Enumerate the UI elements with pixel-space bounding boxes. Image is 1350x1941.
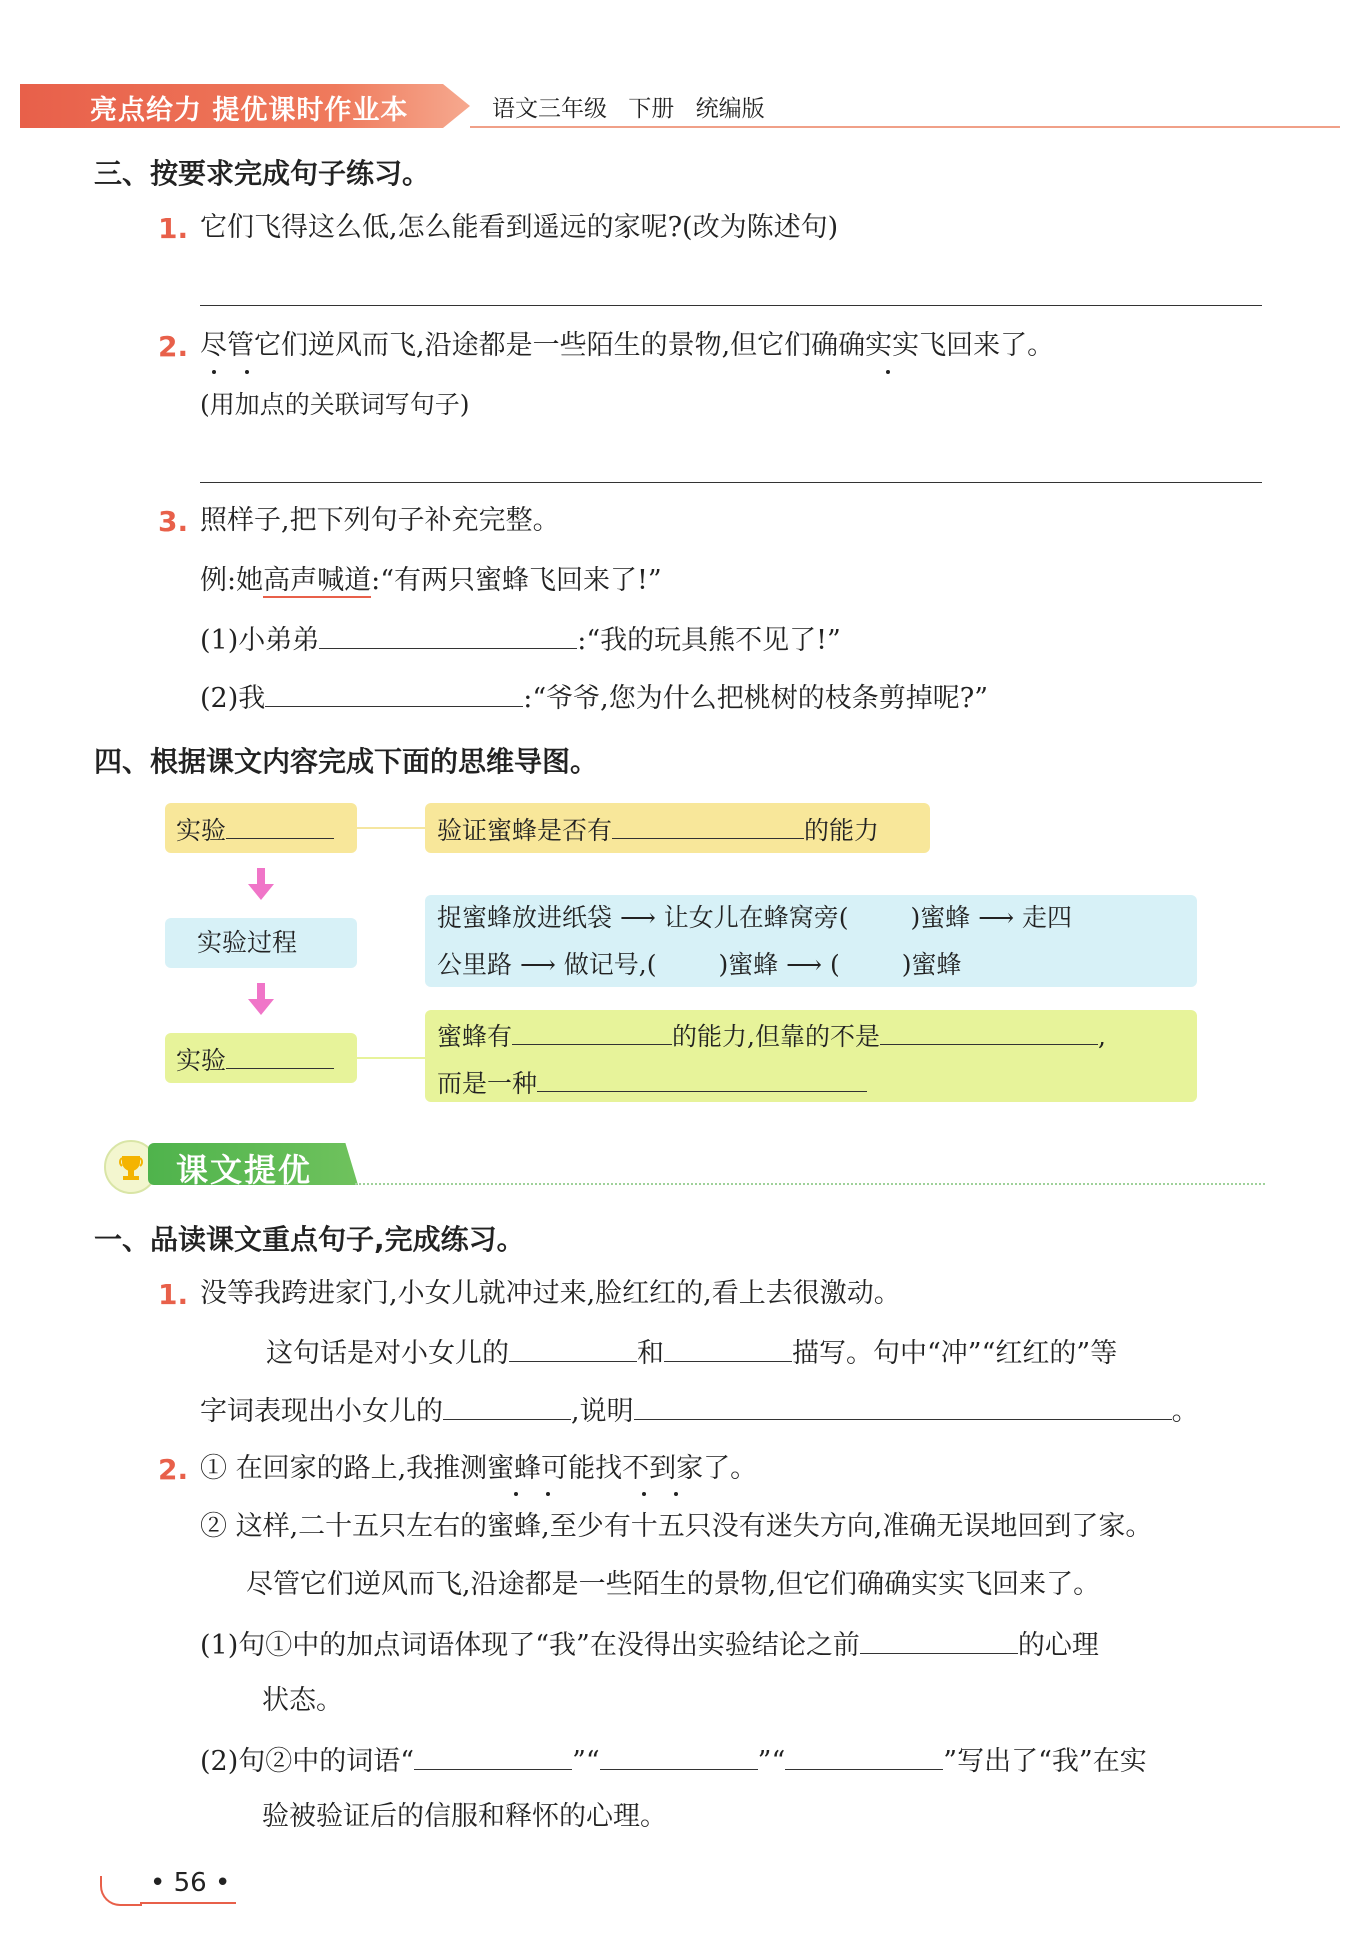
- example-underlined: 高声喊道: [263, 565, 372, 596]
- step-road: 公里路: [437, 950, 513, 979]
- emphasis-dot: [642, 1492, 646, 1496]
- q3-example: [200, 565, 662, 597]
- connector-line: [357, 1057, 425, 1059]
- result-blank-1[interactable]: [512, 1018, 672, 1045]
- kw-q1-l3a: 字词表现出小女儿的: [200, 1396, 443, 1427]
- kw-q2-s3: 尽管它们逆风而飞,沿途都是一些陌生的景物,但它们确确实实飞回来了。: [246, 1569, 1101, 1600]
- arrow-stem: [257, 983, 265, 999]
- emphasis-dot: [514, 1492, 518, 1496]
- q2-text: 尽管它们逆风而飞,沿途都是一些陌生的景物,但它们确确实实飞回来了。: [200, 330, 1055, 361]
- emphasis-dot: [212, 370, 216, 374]
- kw-q1-blank-3[interactable]: [443, 1393, 571, 1420]
- kw-q1-l2b: 和: [637, 1338, 664, 1369]
- arrow-right-icon: ⟶: [512, 950, 564, 979]
- q3-item1: [200, 622, 841, 657]
- purpose-suffix: 的能力: [804, 816, 880, 845]
- header-divider: [470, 126, 1340, 128]
- result-line-1: [437, 1018, 1106, 1052]
- kw-q2-sub1a: (1)句①中的加点词语体现了“我”在没得出实验结论之前: [200, 1630, 860, 1661]
- result-blank-2[interactable]: [880, 1018, 1098, 1045]
- step-daughter: 让女儿在蜂窝旁(: [663, 903, 849, 932]
- q1-answer-line[interactable]: [200, 305, 1262, 306]
- connector-line: [357, 827, 425, 829]
- page-number: • 56 •: [150, 1868, 231, 1898]
- banner-dotted-line: [355, 1183, 1265, 1185]
- purpose-prefix: 验证蜜蜂是否有: [437, 816, 613, 845]
- arrow-stem: [257, 868, 265, 884]
- kw-q1-line2: [266, 1335, 1117, 1370]
- q3-item2: [200, 680, 988, 715]
- step-bee: )蜜蜂: [901, 950, 962, 979]
- emphasis-dot: [674, 1492, 678, 1496]
- arrow-right-icon: ⟶: [612, 903, 664, 932]
- box3-blank[interactable]: [226, 1042, 334, 1069]
- q1-text: 它们飞得这么低,怎么能看到遥远的家呢?(改为陈述句): [200, 212, 839, 243]
- kw-q2-sub2-blank-3[interactable]: [785, 1743, 943, 1770]
- kw-q1-l3b: ,说明: [571, 1396, 634, 1427]
- kw-q1-blank-1[interactable]: [509, 1335, 637, 1362]
- item2-blank[interactable]: [265, 680, 523, 707]
- item1-suffix: :“我的玩具熊不见了!”: [577, 625, 841, 656]
- kw-q2-sub2: [200, 1743, 1147, 1778]
- kw-q1-line3: [200, 1393, 1199, 1428]
- book-subtitle: 语文三年级 下册 统编版: [492, 96, 765, 122]
- kw-q1-l2a: 这句话是对小女儿的: [266, 1338, 509, 1369]
- emphasis-dot: [886, 370, 890, 374]
- q3-text: 照样子,把下列句子补充完整。: [200, 505, 560, 536]
- process-line-1: [437, 903, 1072, 933]
- arrow-right-icon: ⟶: [970, 903, 1023, 932]
- box1-blank[interactable]: [226, 812, 334, 839]
- item2-prefix: (2)我: [200, 683, 266, 714]
- result-have: 蜜蜂有: [437, 1022, 513, 1051]
- purpose-text: [437, 812, 879, 846]
- item1-blank[interactable]: [319, 622, 577, 649]
- emphasis-dot: [245, 370, 249, 374]
- kw-q2-s1: ① 在回家的路上,我推测蜜蜂可能找不到家了。: [200, 1453, 758, 1484]
- example-prefix: 例:她: [200, 565, 264, 596]
- section-banner-title: 课文提优: [176, 1151, 313, 1189]
- q1-number: 1.: [158, 212, 189, 245]
- result-line-2: [437, 1065, 867, 1099]
- purpose-blank[interactable]: [612, 812, 804, 839]
- kw-q2-sub1b: 的心理: [1017, 1630, 1099, 1661]
- result-comma: ,: [1097, 1022, 1106, 1051]
- box3-text: 实验: [176, 1046, 227, 1075]
- kw-q2-sub1-blank[interactable]: [860, 1627, 1018, 1654]
- page-number-underline: [140, 1902, 236, 1904]
- box2-label: 实验过程: [197, 928, 298, 957]
- box1-text: 实验: [176, 816, 227, 845]
- kw-q1-text: 没等我跨进家门,小女儿就冲过来,脸红红的,看上去很激动。: [200, 1278, 901, 1309]
- kw-q2-sub2d: ”写出了“我”在实: [943, 1746, 1147, 1777]
- kw-q1-blank-2[interactable]: [664, 1335, 792, 1362]
- section-4-title: 四、根据课文内容完成下面的思维导图。: [94, 745, 599, 778]
- arrow-right-icon: ⟶: [778, 950, 830, 979]
- step-bee: )蜜蜂: [718, 950, 779, 979]
- kw-q2-sub2-blank-2[interactable]: [600, 1743, 758, 1770]
- step-walk: 走四: [1022, 903, 1073, 932]
- box1-label: [176, 812, 334, 846]
- kw-q2-sub1-cont: 状态。: [262, 1685, 343, 1716]
- book-title: 亮点给力 提优课时作业本: [90, 95, 409, 126]
- part-1-title: 一、品读课文重点句子,完成练习。: [94, 1223, 525, 1256]
- item2-suffix: :“爷爷,您为什么把桃树的枝条剪掉呢?”: [523, 683, 989, 714]
- kw-q1-blank-4[interactable]: [634, 1393, 1172, 1420]
- emphasis-dot: [546, 1492, 550, 1496]
- step-bee: )蜜蜂: [910, 903, 971, 932]
- kw-q1-number: 1.: [158, 1278, 189, 1311]
- kw-q2-sub2a: (2)句②中的词语“: [200, 1746, 415, 1777]
- step-mark: 做记号,(: [563, 950, 657, 979]
- kw-q2-sub2c: ”“: [757, 1746, 786, 1777]
- q2-note: (用加点的关联词写句子): [200, 390, 470, 419]
- arrow-down-icon: [248, 884, 274, 900]
- result-blank-3[interactable]: [537, 1065, 867, 1092]
- kw-q1-l3c: 。: [1171, 1396, 1199, 1427]
- item1-prefix: (1)小弟弟: [200, 625, 320, 656]
- arrow-down-icon: [248, 999, 274, 1015]
- kw-q2-sub2-cont: 验被验证后的信服和释怀的心理。: [262, 1801, 667, 1832]
- kw-q2-number: 2.: [158, 1453, 189, 1486]
- kw-q1-l2c: 描写。句中“冲”“红红的”等: [792, 1338, 1118, 1369]
- kw-q2-sub2-blank-1[interactable]: [414, 1743, 572, 1770]
- process-line-2: [437, 950, 961, 980]
- box3-label: [176, 1042, 334, 1076]
- result-instead: 而是一种: [437, 1069, 538, 1098]
- example-suffix: :“有两只蜜蜂飞回来了!”: [371, 565, 662, 596]
- kw-q2-s2: ② 这样,二十五只左右的蜜蜂,至少有十五只没有迷失方向,准确无误地回到了家。: [200, 1511, 1153, 1542]
- q2-answer-line[interactable]: [200, 482, 1262, 483]
- q2-number: 2.: [158, 330, 189, 363]
- page-number-decoration: [100, 1876, 142, 1906]
- step-catch: 捉蜜蜂放进纸袋: [437, 903, 613, 932]
- kw-q2-sub1: [200, 1627, 1099, 1662]
- step-open: (: [829, 950, 840, 979]
- q3-number: 3.: [158, 505, 189, 538]
- kw-q2-sub2b: ”“: [572, 1746, 600, 1777]
- result-but: 的能力,但靠的不是: [672, 1022, 880, 1051]
- section-3-title: 三、按要求完成句子练习。: [94, 157, 431, 190]
